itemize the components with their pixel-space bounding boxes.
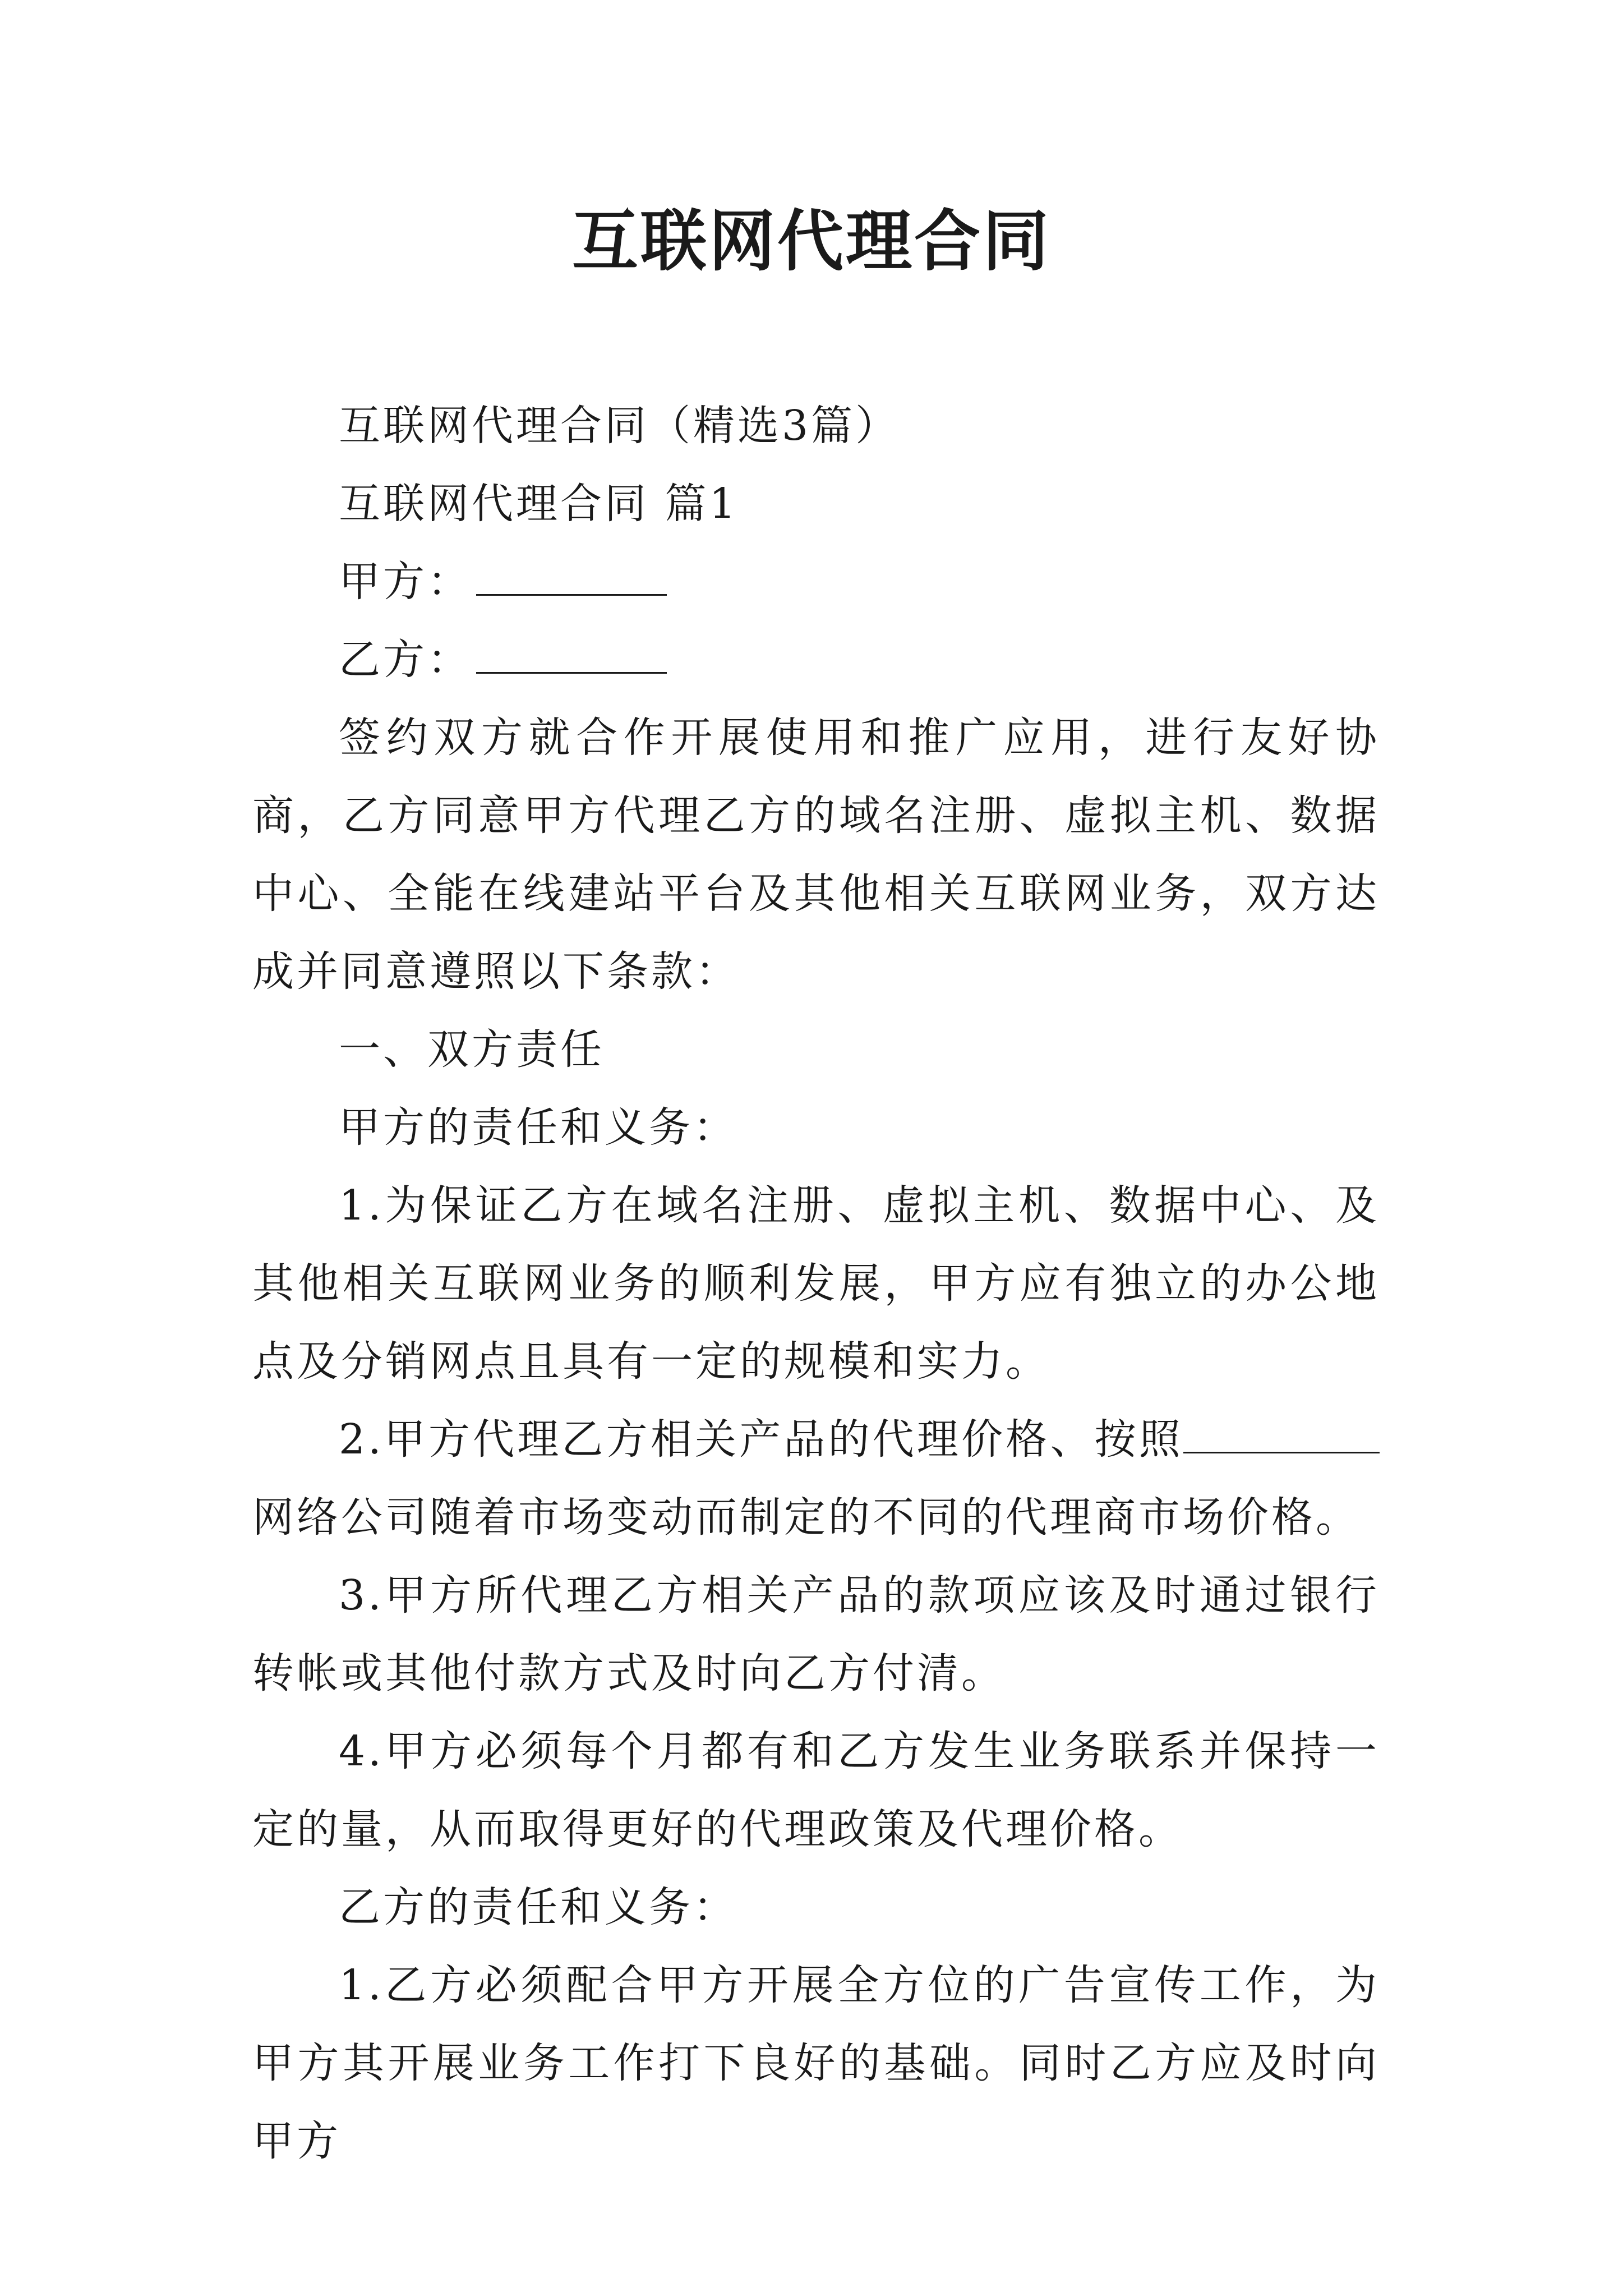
party-a-item-1: 1.为保证乙方在域名注册、虚拟主机、数据中心、及其他相关互联网业务的顺利发展，甲方应有独立的办公地点及分销网点且具有一定的规模和实力。 — [252, 1181, 1380, 1386]
intro-paragraph: 签约双方就合作开展使用和推广应用，进行友好协商，乙方同意甲方代理乙方的域名注册、虚拟主机、数据中心、全能在线建站平台及其他相关互联网业务，双方达成并同意遵照以下条款： — [252, 714, 1380, 996]
party-a-line — [252, 543, 1380, 621]
subtitle: 互联网代理合同（精选3篇） — [339, 402, 900, 450]
party-a-item-3: 3.甲方所代理乙方相关产品的款项应该及时通过银行转帐或其他付款方式及时向乙方付清。 — [252, 1571, 1380, 1697]
party-b-line — [252, 621, 1380, 699]
party-a-label: 甲方： — [339, 558, 472, 606]
section1-heading: 一、双方责任 — [339, 1025, 605, 1074]
party-b-item-1: 1.乙方必须配合甲方开展全方位的广告宣传工作，为甲方其开展业务工作打下良好的基础。同时乙方应及时向甲方 — [252, 1961, 1380, 2165]
party-a-item-2 — [252, 1401, 1380, 1557]
party-a-blank — [476, 553, 667, 596]
party-b-blank — [476, 631, 667, 674]
party-a-item-4: 4.甲方必须每个月都有和乙方发生业务联系并保持一定的量，从而取得更好的代理政策及代理价格。 — [252, 1727, 1380, 1853]
part-heading: 互联网代理合同 篇1 — [339, 480, 739, 528]
party-b-duties-heading: 乙方的责任和义务： — [339, 1883, 737, 1931]
document-title: 互联网代理合同 — [571, 203, 1051, 280]
document-body — [252, 387, 1380, 2180]
party-a-item-2-blank — [1183, 1410, 1380, 1453]
party-b-label: 乙方： — [339, 636, 472, 684]
party-a-item-2-start: 2.甲方代理乙方相关产品的代理价格、按照 — [339, 1415, 1183, 1464]
party-a-item-2-end: 网络公司随着市场变动而制定的不同的代理商市场价格。 — [252, 1493, 1360, 1542]
party-a-duties-heading: 甲方的责任和义务： — [339, 1103, 737, 1152]
